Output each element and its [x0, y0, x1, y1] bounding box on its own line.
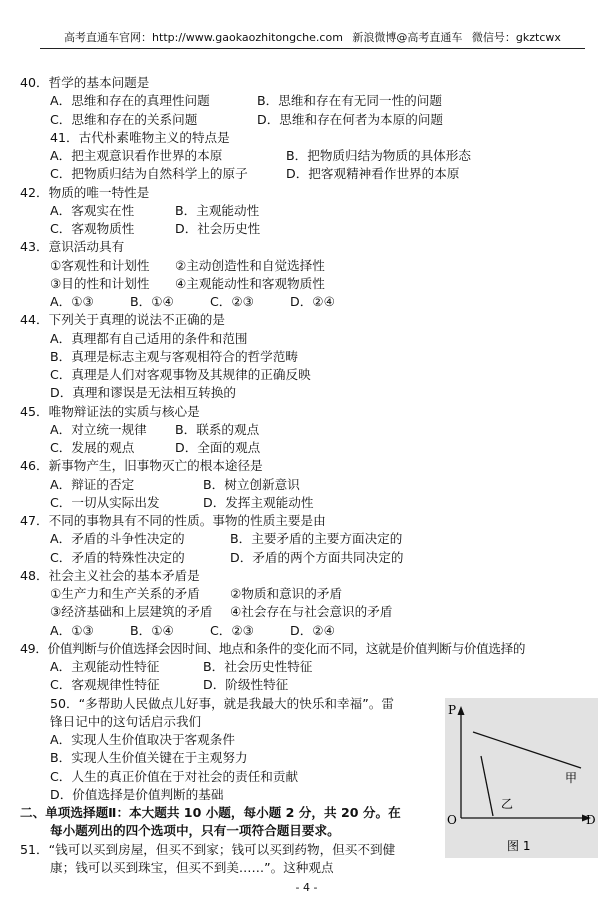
question-45-stem: 45．唯物辩证法的实质与核心是 — [20, 403, 200, 419]
q46-option-d: D．发挥主观能动性 — [203, 494, 314, 510]
q43-statement-2: ②主动创造性和自觉选择性 — [175, 257, 325, 273]
q48-statement-1: ①生产力和生产关系的矛盾 — [50, 586, 200, 601]
question-48-stem: 48．社会主义社会的基本矛盾是 — [20, 567, 200, 583]
q40-option-b: B．思维和存在有无同一性的问题 — [257, 93, 442, 109]
question-45-options-row1 — [20, 421, 600, 439]
question-47-options-row1 — [20, 530, 600, 548]
question-50-stem-line1: 50．“多帮助人民做点儿好事，就是我最大的快乐和幸福”。雷 — [50, 695, 394, 711]
question-49-stem: 49．价值判断与价值选择会因时间、地点和条件的变化而不同，这就是价值判断与价值选择的 — [20, 640, 526, 656]
q45-option-c: C．发展的观点 — [50, 440, 135, 455]
question-46-stem: 46．新事物产生，旧事物灭亡的根本途径是 — [20, 458, 263, 474]
q44-option-d: D．真理和谬误是无法相互转换的 — [50, 385, 237, 401]
q40-option-a: A．思维和存在的真理性问题 — [50, 93, 210, 109]
q45-option-a: A．对立统一规律 — [50, 421, 147, 437]
label-yi: 乙 — [501, 797, 514, 811]
q48-option-b: B．①④ — [130, 622, 174, 638]
q48-statement-3: ③经济基础和上层建筑的矛盾 — [50, 604, 213, 620]
question-50-stem-line2: 锋日记中的这句话启示我们 — [50, 713, 202, 729]
q48-statement-4: ④社会存在与社会意识的矛盾 — [230, 604, 393, 620]
q43-statement-1: ①客观性和计划性 — [50, 257, 150, 273]
q45-option-d: D．全面的观点 — [175, 440, 261, 455]
q50-option-b: B．实现人生价值关键在于主观努力 — [50, 750, 248, 766]
q46-option-c: C．一切从实际出发 — [50, 494, 160, 510]
question-43-statements-row1 — [20, 257, 600, 275]
question-49-options-row2 — [20, 676, 600, 694]
header-weibo: 新浪微博@高考直通车 — [352, 31, 463, 44]
figure-1 — [445, 698, 598, 858]
q43-option-a: A．①③ — [50, 294, 94, 309]
question-48-statements-row2 — [20, 603, 600, 621]
curve-jia — [473, 732, 581, 768]
question-46-options-row2 — [20, 494, 600, 512]
label-o: O — [447, 813, 457, 827]
q46-option-a: A．辩证的否定 — [50, 476, 135, 492]
question-51-stem-line1: 51．“钱可以买到房屋，但买不到家；钱可以买到药物，但买不到健 — [20, 841, 396, 857]
question-48-statements-row1 — [20, 585, 600, 603]
q47-option-b: B．主要矛盾的主要方面决定的 — [230, 531, 403, 547]
q41-option-d: D．把客观精神看作世界的本原 — [286, 166, 460, 182]
q46-option-b: B．树立创新意识 — [203, 476, 300, 492]
question-47-options-row2 — [20, 549, 600, 567]
q47-option-a: A．矛盾的斗争性决定的 — [50, 531, 185, 547]
q49-option-b: B．社会历史性特征 — [203, 659, 313, 674]
question-44-stem: 44．下列关于真理的说法不正确的是 — [20, 312, 225, 328]
q43-option-b: B．①④ — [130, 294, 174, 309]
q44-option-c: C．真理是人们对客观事物及其规律的正确反映 — [50, 367, 311, 382]
question-42-stem: 42．物质的唯一特性是 — [20, 184, 150, 200]
q49-option-a: A．主观能动性特征 — [50, 659, 160, 674]
question-43-stem: 43．意识活动具有 — [20, 239, 125, 255]
q43-option-c: C．②③ — [210, 294, 254, 309]
q43-statement-3: ③目的性和计划性 — [50, 275, 150, 291]
header-wechat: 微信号：gkztcwx — [471, 31, 561, 44]
q48-option-c: C．②③ — [210, 622, 254, 638]
q42-option-c: C．客观物质性 — [50, 221, 135, 236]
question-40-options-row1 — [20, 92, 600, 110]
q40-option-c: C．思维和存在的关系问题 — [50, 111, 198, 127]
question-41-stem: 41．古代朴素唯物主义的特点是 — [50, 129, 230, 145]
question-41-options-row1 — [20, 147, 600, 165]
q49-option-c: C．客观规律性特征 — [50, 677, 160, 693]
q48-statement-2: ②物质和意识的矛盾 — [230, 586, 343, 601]
question-40-stem: 40．哲学的基本问题是 — [20, 75, 150, 90]
question-46-options-row1 — [20, 476, 600, 494]
q44-option-a: A．真理都有自己适用的条件和范围 — [50, 330, 248, 346]
section-2-heading-line1: 二、单项选择题Ⅱ：本大题共 10 小题，每小题 2 分，共 20 分。在 — [20, 805, 401, 820]
figure-caption: 图 1 — [507, 839, 531, 853]
y-axis-arrow — [458, 706, 465, 715]
header-site: 高考直通车官网：http://www.gaokaozhitongche.com — [64, 31, 343, 44]
q42-option-a: A．客观实在性 — [50, 202, 135, 218]
q43-option-d: D．②④ — [290, 294, 335, 309]
curve-yi — [481, 756, 493, 816]
q45-option-b: B．联系的观点 — [175, 421, 260, 437]
q49-option-d: D．阶级性特征 — [203, 677, 289, 693]
q41-option-c: C．把物质归结为自然科学上的原子 — [50, 166, 248, 182]
label-d: D — [586, 813, 596, 827]
q41-option-a: A．把主观意识看作世界的本原 — [50, 148, 223, 163]
question-45-options-row2 — [20, 439, 600, 457]
question-42-options-row1 — [20, 202, 600, 220]
question-40-options-row2 — [20, 111, 600, 129]
q42-option-d: D．社会历史性 — [175, 221, 261, 236]
q47-option-d: D．矛盾的两个方面共同决定的 — [230, 549, 404, 565]
q50-option-d: D．价值选择是价值判断的基础 — [50, 786, 224, 802]
figure-1-graph — [445, 698, 598, 858]
label-p: P — [448, 703, 457, 717]
question-41-options-row2 — [20, 165, 600, 183]
q50-option-c: C．人生的真正价值在于对社会的责任和贡献 — [50, 768, 299, 784]
page-header — [40, 31, 585, 49]
q44-option-b: B．真理是标志主观与客观相符合的哲学范畴 — [50, 348, 298, 364]
q47-option-c: C．矛盾的特殊性决定的 — [50, 549, 185, 565]
question-43-options — [20, 293, 600, 311]
question-43-statements-row2 — [20, 275, 600, 293]
question-42-options-row2 — [20, 220, 600, 238]
q48-option-d: D．②④ — [290, 622, 335, 638]
q40-option-d: D．思维和存在何者为本原的问题 — [257, 111, 444, 127]
q48-option-a: A．①③ — [50, 622, 94, 638]
question-51-stem-line2: 康；钱可以买到珠宝，但买不到美……”。这种观点 — [50, 859, 334, 875]
q41-option-b: B．把物质归结为物质的具体形态 — [286, 148, 471, 163]
section-2-heading-line2: 每小题列出的四个选项中，只有一项符合题目要求。 — [50, 823, 340, 839]
label-jia: 甲 — [565, 771, 578, 785]
page-number: - 4 - — [295, 881, 318, 894]
question-47-stem: 47．不同的事物具有不同的性质。事物的性质主要是由 — [20, 513, 326, 528]
q42-option-b: B．主观能动性 — [175, 202, 260, 218]
q50-option-a: A．实现人生价值取决于客观条件 — [50, 732, 235, 747]
q43-statement-4: ④主观能动性和客观物质性 — [175, 275, 325, 291]
question-49-options-row1 — [20, 658, 600, 676]
question-48-options — [20, 622, 600, 640]
